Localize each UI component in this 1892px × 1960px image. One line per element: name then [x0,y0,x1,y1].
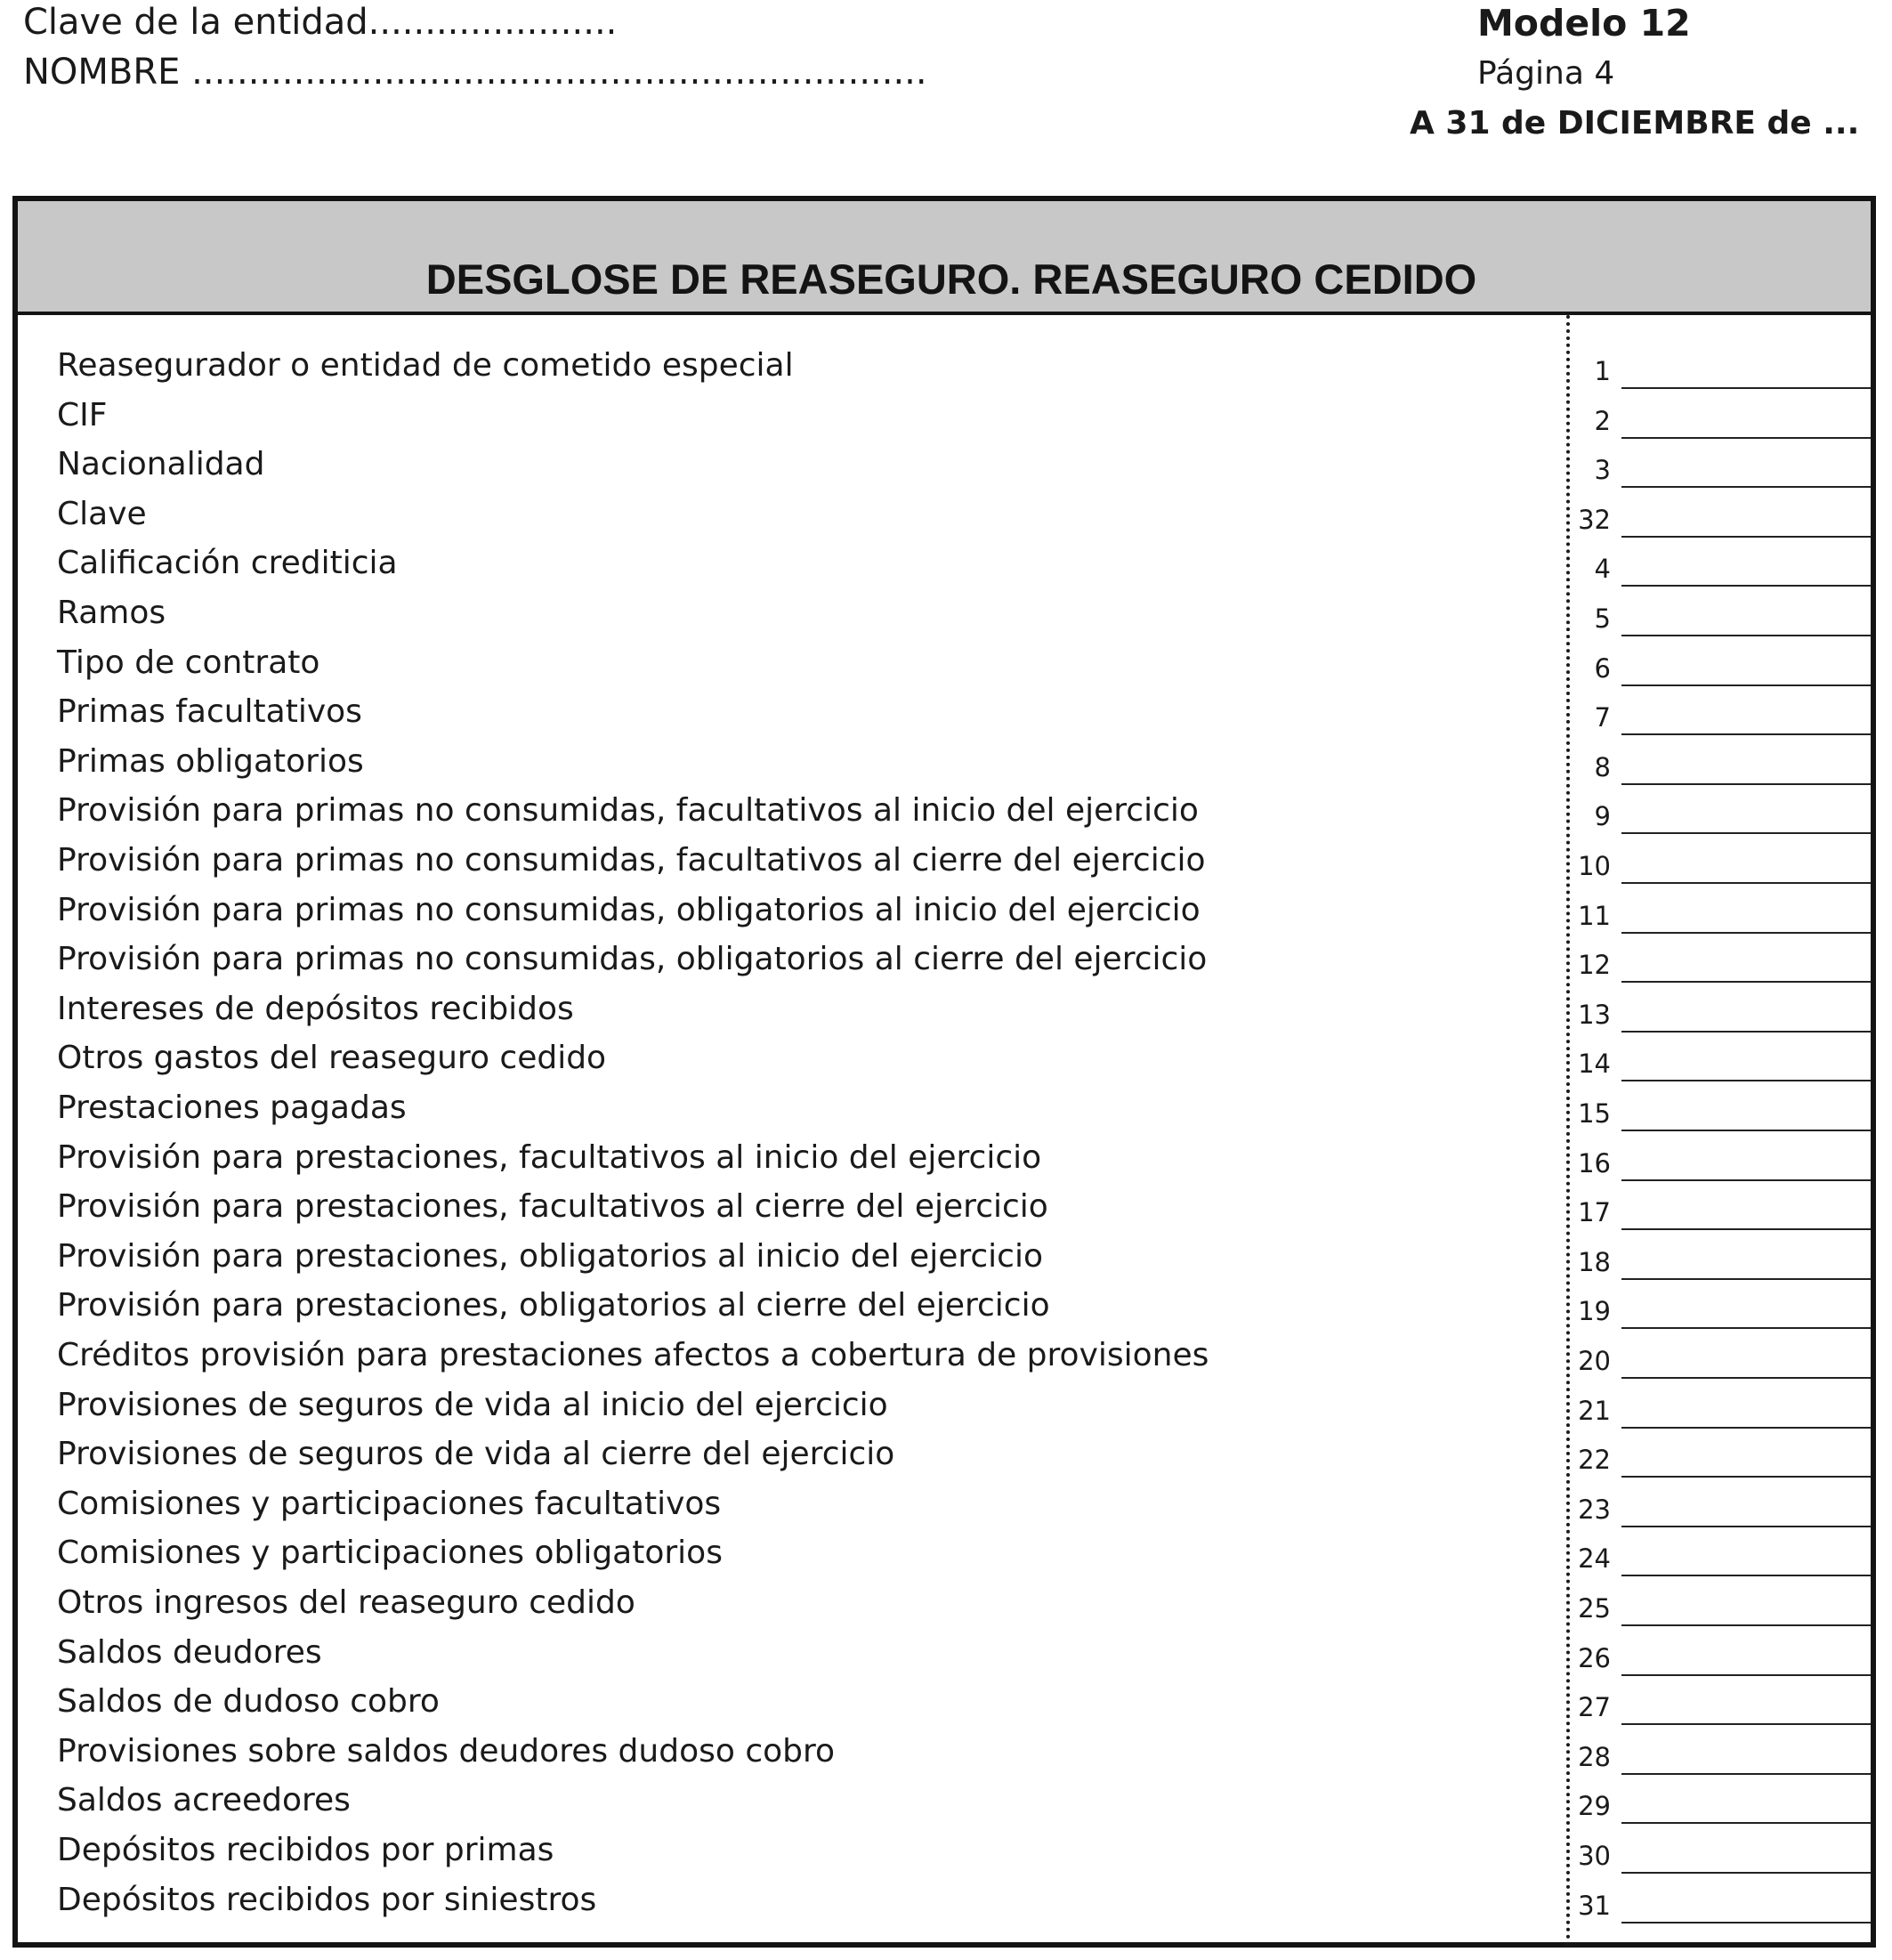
form-row [18,1683,1871,1733]
row-number: 16 [1578,1147,1611,1178]
row-input-line[interactable] [1621,783,1871,785]
row-label: Saldos acreedores [57,1782,351,1819]
form-row [18,595,1871,644]
model-number: Modelo 12 [1477,2,1691,45]
row-input-line[interactable] [1621,882,1871,884]
row-number: 11 [1578,900,1611,931]
row-label: Saldos de dudoso cobro [57,1683,440,1721]
row-label: Provisión para primas no consumidas, obligatorios al cierre del ejercicio [57,941,1208,978]
row-number: 12 [1578,950,1611,981]
row-input-line[interactable] [1621,1031,1871,1033]
row-input-line[interactable] [1621,1476,1871,1478]
form-title-bar [18,201,1871,315]
form-row [18,892,1871,942]
form-row [18,1188,1871,1238]
form-row [18,1733,1871,1783]
row-label: Provisión para prestaciones, obligatorios al inicio del ejercicio [57,1237,1043,1275]
row-label: Calificación crediticia [57,545,398,582]
form-row [18,1089,1871,1139]
row-label: Reasegurador o entidad de cometido especial [57,347,794,384]
entity-name-label: NOMBRE ................................................................. [23,52,927,93]
row-number: 32 [1578,504,1611,535]
row-label: Provisión para prestaciones, obligatorios al cierre del ejercicio [57,1287,1050,1324]
form-row [18,1782,1871,1832]
form-row [18,1832,1871,1882]
row-label: Otros gastos del reaseguro cedido [57,1040,607,1077]
row-number: 20 [1578,1346,1611,1376]
row-number: 7 [1594,702,1611,733]
row-input-line[interactable] [1621,1278,1871,1280]
row-input-line[interactable] [1621,1575,1871,1576]
form-title: DESGLOSE DE REASEGURO. REASEGURO CEDIDO [425,255,1477,303]
row-input-line[interactable] [1621,1872,1871,1874]
row-number: 3 [1594,455,1611,486]
row-number: 19 [1578,1296,1611,1327]
row-label: Otros ingresos del reaseguro cedido [57,1584,635,1621]
row-number: 27 [1578,1692,1611,1723]
row-input-line[interactable] [1621,1427,1871,1429]
row-label: Nacionalidad [57,446,265,483]
row-label: Provisión para prestaciones, facultativos al cierre del ejercicio [57,1188,1048,1226]
row-number: 5 [1594,603,1611,634]
row-input-line[interactable] [1621,1228,1871,1230]
form-row [18,1535,1871,1584]
row-input-line[interactable] [1621,1922,1871,1924]
row-number: 26 [1578,1642,1611,1673]
row-number: 30 [1578,1841,1611,1871]
row-label: Primas facultativos [57,693,362,731]
row-number: 6 [1594,652,1611,684]
row-number: 13 [1578,999,1611,1030]
row-input-line[interactable] [1621,1130,1871,1131]
form-frame [12,196,1876,1948]
row-input-line[interactable] [1621,981,1871,983]
form-row [18,792,1871,842]
row-label: Comisiones y participaciones facultativos [57,1485,722,1522]
row-number: 29 [1578,1791,1611,1822]
form-row [18,693,1871,743]
form-row [18,1436,1871,1486]
form-row [18,1882,1871,1932]
entity-code-label: Clave de la entidad...................... [23,2,618,43]
row-number: 28 [1578,1741,1611,1772]
row-number: 1 [1594,356,1611,386]
row-label: Provisiones sobre saldos deudores dudoso cobro [57,1732,836,1770]
row-label: Provisión para primas no consumidas, facultativos al cierre del ejercicio [57,842,1206,879]
row-label: Intereses de depósitos recibidos [57,990,574,1027]
form-row [18,842,1871,892]
row-label: Provisión para prestaciones, facultativos al inicio del ejercicio [57,1138,1042,1176]
row-input-line[interactable] [1621,486,1871,488]
row-number: 25 [1578,1593,1611,1624]
row-input-line[interactable] [1621,733,1871,735]
form-row [18,1634,1871,1684]
row-number: 10 [1578,851,1611,881]
form-row [18,1387,1871,1437]
form-row [18,644,1871,694]
form-row [18,1584,1871,1634]
row-input-line[interactable] [1621,1327,1871,1329]
row-input-line[interactable] [1621,1526,1871,1527]
row-number: 23 [1578,1494,1611,1525]
row-input-line[interactable] [1621,1822,1871,1824]
row-label: Saldos deudores [57,1633,322,1671]
row-input-line[interactable] [1621,387,1871,389]
row-label: Provisiones de seguros de vida al cierre del ejercicio [57,1436,895,1473]
row-label: Primas obligatorios [57,742,364,780]
row-label: Prestaciones pagadas [57,1089,407,1126]
row-number: 14 [1578,1049,1611,1080]
row-input-line[interactable] [1621,437,1871,439]
row-number: 22 [1578,1445,1611,1476]
row-number: 8 [1594,751,1611,782]
row-input-line[interactable] [1621,1773,1871,1775]
row-number: 18 [1578,1246,1611,1277]
row-input-line[interactable] [1621,536,1871,538]
row-input-line[interactable] [1621,1624,1871,1626]
row-label: Créditos provisión para prestaciones afectos a cobertura de provisiones [57,1337,1209,1373]
row-number: 24 [1578,1543,1611,1575]
row-input-line[interactable] [1621,1674,1871,1676]
row-number: 2 [1594,405,1611,436]
row-input-line[interactable] [1621,1179,1871,1181]
form-row [18,1337,1871,1387]
row-label: Provisiones de seguros de vida al inicio del ejercicio [57,1386,888,1423]
row-number: 15 [1578,1098,1611,1129]
row-label: Clave [57,495,147,532]
form-row [18,991,1871,1041]
row-label: Provisión para primas no consumidas, facultativos al inicio del ejercicio [57,792,1199,830]
form-row [18,397,1871,447]
form-row [18,496,1871,546]
row-input-line[interactable] [1621,684,1871,686]
row-input-line[interactable] [1621,1723,1871,1725]
row-input-line[interactable] [1621,635,1871,636]
report-date: A 31 de DICIEMBRE de ... [1410,105,1860,142]
row-label: Provisión para primas no consumidas, obligatorios al inicio del ejercicio [57,891,1201,928]
row-label: Ramos [57,595,166,631]
row-number: 17 [1578,1197,1611,1228]
form-row [18,1486,1871,1535]
form-row [18,545,1871,595]
row-number: 21 [1578,1395,1611,1426]
row-input-line[interactable] [1621,1377,1871,1379]
row-label: Depósitos recibidos por primas [57,1832,554,1868]
page-number: Página 4 [1477,55,1615,92]
row-input-line[interactable] [1621,1080,1871,1081]
row-input-line[interactable] [1621,932,1871,934]
form-row [18,446,1871,496]
row-label: Depósitos recibidos por siniestros [57,1881,597,1918]
row-label: Comisiones y participaciones obligatorios [57,1535,723,1572]
row-number: 9 [1594,801,1611,832]
row-input-line[interactable] [1621,585,1871,587]
form-row [18,1139,1871,1189]
form-row [18,941,1871,991]
row-number: 31 [1578,1890,1611,1921]
row-number: 4 [1594,554,1611,585]
form-row [18,1287,1871,1337]
row-label: CIF [57,396,108,433]
form-row [18,743,1871,793]
form-row [18,1238,1871,1288]
row-label: Tipo de contrato [57,644,320,681]
form-row [18,1040,1871,1089]
row-input-line[interactable] [1621,832,1871,834]
form-row [18,347,1871,397]
